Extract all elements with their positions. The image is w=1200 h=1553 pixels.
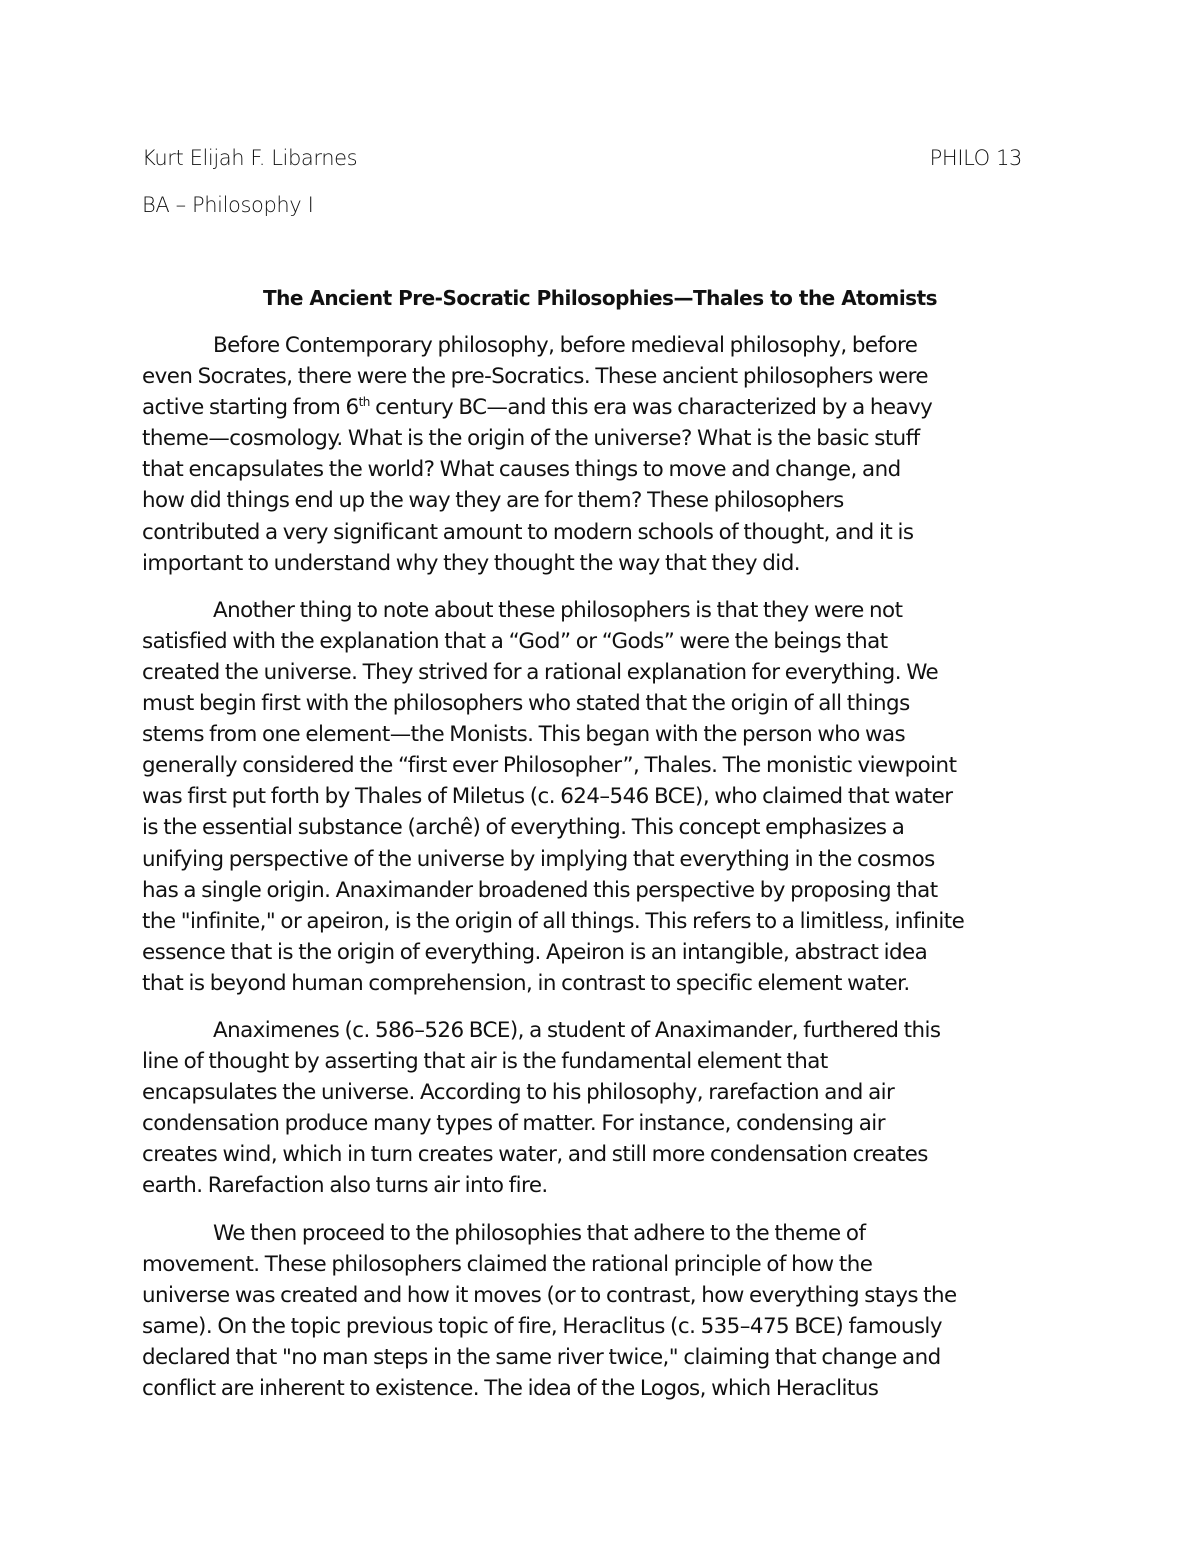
line-text: century BC—and this era was characterized by a heavy (369, 395, 933, 421)
paragraph-line: essence that is the origin of everything. Apeiron is an intangible, abstract idea (142, 939, 928, 965)
program-name: BA – Philosophy I (142, 193, 314, 217)
paragraph-line: the "infinite," or apeiron, is the origin of all things. This refers to a limitless, infinite (142, 908, 965, 934)
course-code: PHILO 13 (929, 146, 1022, 170)
paragraph-2 (142, 595, 1060, 999)
essay-body (142, 330, 1060, 1420)
paragraph-line: was first put forth by Thales of Miletus (c. 624–546 BCE), who claimed that water (142, 784, 953, 810)
paragraph-line: Before Contemporary philosophy, before medieval philosophy, before (213, 333, 918, 358)
paragraph-line: unifying perspective of the universe by implying that everything in the cosmos (142, 846, 935, 872)
paragraph-line: Another thing to note about these philosophers is that they were not (213, 597, 903, 623)
paragraph-line: conflict are inherent to existence. The idea of the Logos, which Heraclitus (142, 1376, 879, 1401)
paragraph-line: that encapsulates the world? What causes things to move and change, and (142, 457, 901, 483)
line-text: active starting from 6 (142, 395, 359, 421)
paragraph-line: even Socrates, there were the pre-Socratics. These ancient philosophers were (142, 364, 929, 390)
ordinal-superscript: th (358, 395, 370, 410)
paragraph-line: stems from one element—the Monists. This began with the person who was (142, 722, 906, 748)
paragraph-line: generally considered the “first ever Philosopher”, Thales. The monistic viewpoint (142, 753, 957, 779)
paragraph-line: must begin first with the philosophers who stated that the origin of all things (142, 691, 910, 717)
paragraph-line (142, 392, 1060, 423)
paragraph-line: encapsulates the universe. According to his philosophy, rarefaction and air (142, 1080, 895, 1106)
paragraph-3 (142, 1015, 1060, 1202)
paragraph-line: movement. These philosophers claimed the rational principle of how the (142, 1251, 873, 1277)
paragraph-line: that is beyond human comprehension, in contrast to specific element water. (142, 970, 910, 996)
paragraph-line: contributed a very significant amount to modern schools of thought, and it is (142, 519, 914, 545)
paragraph-line: how did things end up the way they are for them? These philosophers (142, 488, 844, 514)
paragraph-line: is the essential substance (archê) of everything. This concept emphasizes a (142, 815, 905, 841)
paragraph-line: creates wind, which in turn creates water, and still more condensation creates (142, 1142, 928, 1168)
paragraph-4 (142, 1218, 1060, 1405)
paragraph-line: line of thought by asserting that air is the fundamental element that (142, 1049, 828, 1075)
paragraph-line: condensation produce many types of matter. For instance, condensing air (142, 1111, 885, 1137)
paragraph-line: satisfied with the explanation that a “God” or “Gods” were the beings that (142, 628, 888, 654)
paragraph-line: created the universe. They strived for a rational explanation for everything. We (142, 659, 939, 685)
paragraph-line: important to understand why they thought the way that they did. (142, 550, 800, 576)
paragraph-line: declared that "no man steps in the same river twice," claiming that change and (142, 1344, 941, 1370)
author-name: Kurt Elijah F. Libarnes (142, 146, 358, 170)
header-row (142, 143, 1022, 174)
essay-title: The Ancient Pre-Socratic Philosophies—Thales to the Atomists (262, 286, 938, 310)
paragraph-line: earth. Rarefaction also turns air into fire. (142, 1173, 548, 1199)
paragraph-line: universe was created and how it moves (or to contrast, how everything stays the (142, 1282, 957, 1308)
paragraph-1 (142, 330, 1060, 579)
paragraph-line: Anaximenes (c. 586–526 BCE), a student of Anaximander, furthered this (213, 1017, 941, 1043)
paragraph-line: has a single origin. Anaximander broadened this perspective by proposing that (142, 877, 938, 903)
paragraph-line: same). On the topic previous topic of fire, Heraclitus (c. 535–475 BCE) famously (142, 1313, 942, 1339)
paragraph-line: We then proceed to the philosophies that adhere to the theme of (213, 1220, 866, 1246)
program-row (142, 190, 1022, 221)
paragraph-line: theme—cosmology. What is the origin of the universe? What is the basic stuff (142, 426, 920, 452)
